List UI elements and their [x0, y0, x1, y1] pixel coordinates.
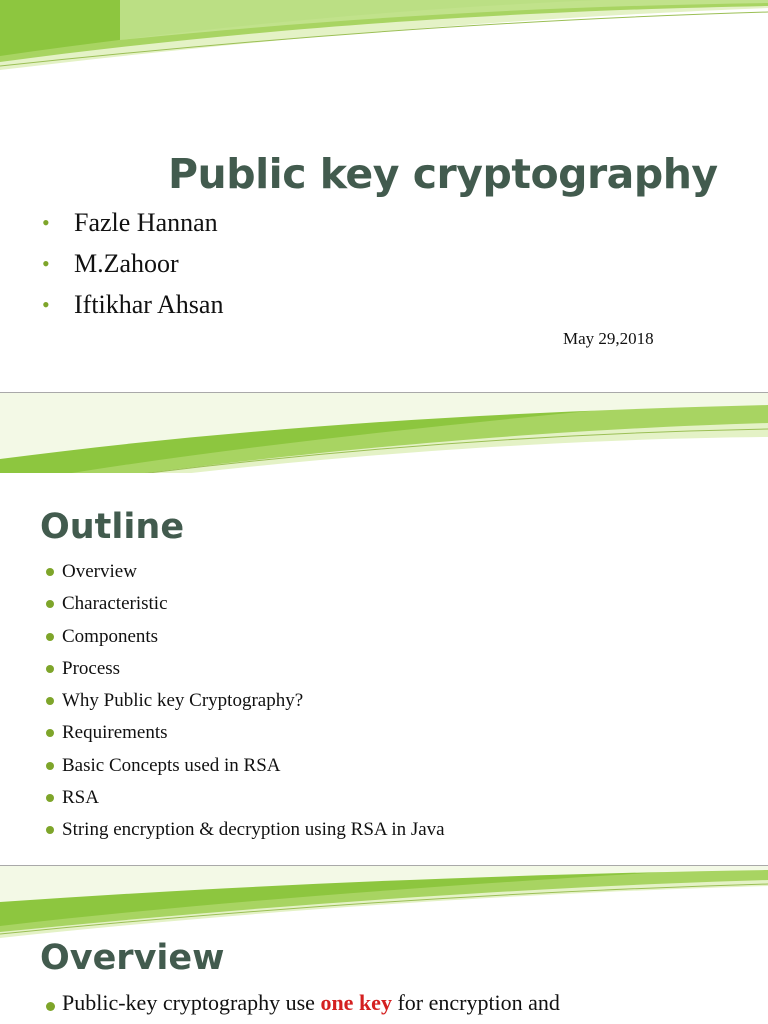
- outline-item: Process: [44, 654, 445, 686]
- outline-item: RSA: [44, 783, 445, 815]
- outline-title: Outline: [40, 507, 185, 547]
- presentation-title: Public key cryptography: [168, 150, 718, 198]
- overview-title: Overview: [40, 938, 225, 978]
- slide-header-swoosh: [0, 393, 768, 473]
- title-slide: [0, 0, 768, 392]
- author-item: • Iftikhar Ahsan: [42, 287, 223, 328]
- overview-slide: [0, 866, 768, 1024]
- slide-header-swoosh: [0, 0, 768, 80]
- outline-item: Overview: [44, 557, 445, 589]
- slide-header-swoosh: [0, 866, 768, 946]
- outline-list: [44, 557, 445, 848]
- presentation-date: May 29,2018: [563, 329, 654, 348]
- outline-item: Requirements: [44, 718, 445, 750]
- overview-bullet-text: Public-key cryptography use: [62, 990, 321, 1015]
- overview-bullet: [44, 990, 560, 1016]
- outline-item: Characteristic: [44, 589, 445, 621]
- outline-item: Components: [44, 622, 445, 654]
- outline-item: Basic Concepts used in RSA: [44, 751, 445, 783]
- outline-slide: [0, 393, 768, 865]
- outline-item: String encryption & decryption using RSA in Java: [44, 815, 445, 847]
- overview-highlight: one key: [320, 990, 392, 1015]
- author-item: • M.Zahoor: [42, 246, 223, 287]
- overview-bullet-text: for encryption and: [391, 990, 560, 1015]
- author-list: [42, 205, 223, 328]
- author-item: • Fazle Hannan: [42, 205, 223, 246]
- outline-item: Why Public key Cryptography?: [44, 686, 445, 718]
